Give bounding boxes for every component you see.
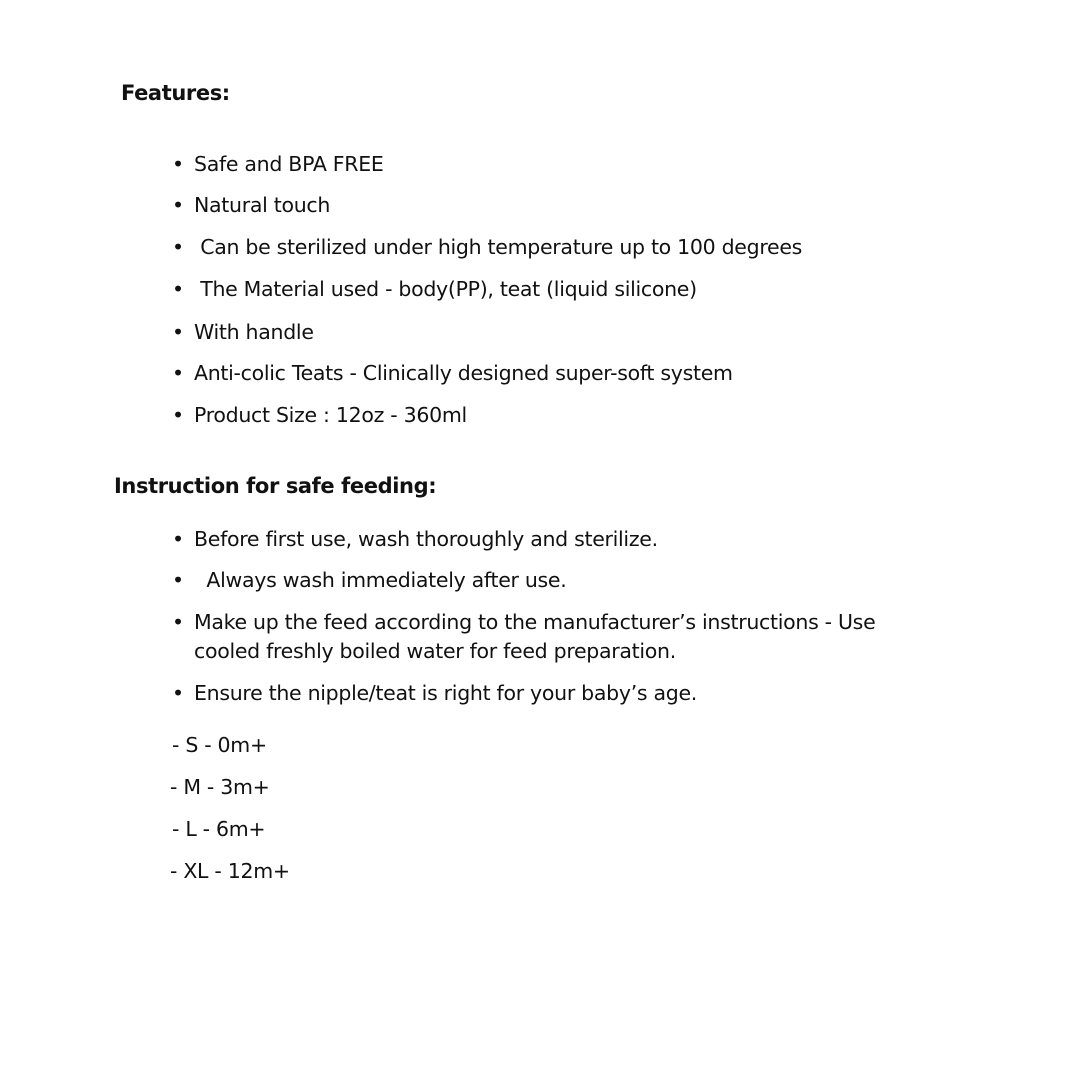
bullet-icon: • <box>172 277 184 301</box>
instruction-text: Ensure the nipple/teat is right for your baby’s age. <box>194 681 698 705</box>
feature-text: Safe and BPA FREE <box>194 152 384 176</box>
instruction-text: Before first use, wash thoroughly and sterilize. <box>194 527 658 551</box>
bullet-icon: • <box>172 193 184 217</box>
teat-size-item: - L - 6m+ <box>172 817 266 841</box>
instruction-text: Always wash immediately after use. <box>194 568 567 592</box>
bullet-icon: • <box>172 527 184 551</box>
bullet-icon: • <box>172 152 184 176</box>
teat-size-item: - M - 3m+ <box>170 775 270 799</box>
bullet-icon: • <box>172 320 184 344</box>
feature-text: Product Size : 12oz - 360ml <box>194 403 467 427</box>
bullet-icon: • <box>172 361 184 385</box>
bullet-icon: • <box>172 403 184 427</box>
bullet-icon: • <box>172 681 184 705</box>
instruction-text: Make up the feed according to the manufacturer’s instructions - Use cooled freshly boiled water for feed preparation. <box>194 610 876 663</box>
features-heading: Features: <box>121 81 230 105</box>
bullet-icon: • <box>172 235 184 259</box>
bullet-icon: • <box>172 610 184 634</box>
feature-text: The Material used - body(PP), teat (liquid silicone) <box>194 277 697 301</box>
instructions-heading: Instruction for safe feeding: <box>114 474 437 498</box>
teat-size-item: - S - 0m+ <box>172 733 267 757</box>
feature-text: With handle <box>194 320 314 344</box>
teat-size-item: - XL - 12m+ <box>170 859 290 883</box>
feature-text: Anti-colic Teats - Clinically designed super-soft system <box>194 361 733 385</box>
feature-text: Can be sterilized under high temperature up to 100 degrees <box>194 235 803 259</box>
feature-text: Natural touch <box>194 193 331 217</box>
bullet-icon: • <box>172 568 184 592</box>
